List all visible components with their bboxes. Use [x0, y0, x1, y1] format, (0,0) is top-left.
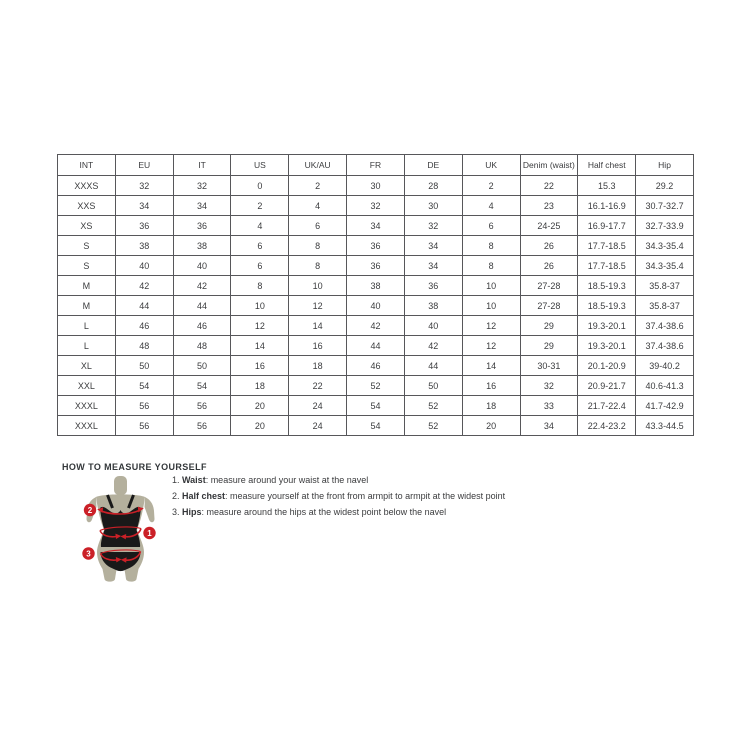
marker-hips: [82, 547, 94, 559]
step-description: : measure around the hips at the widest point below the navel: [201, 507, 447, 517]
measure-step: [172, 472, 505, 488]
measure-steps: [172, 472, 505, 520]
size-cell: 20.9-21.7: [578, 376, 636, 396]
size-cell: XXXS: [58, 176, 116, 196]
size-cell: 56: [115, 416, 173, 436]
size-cell: 46: [347, 356, 405, 376]
size-cell: 40: [404, 316, 462, 336]
size-cell: 32: [520, 376, 578, 396]
size-cell: 34: [347, 216, 405, 236]
size-cell: 14: [462, 356, 520, 376]
step-label: Waist: [182, 475, 206, 485]
column-header: FR: [347, 155, 405, 176]
size-cell: 46: [115, 316, 173, 336]
size-cell: 46: [173, 316, 231, 336]
size-cell: XXXL: [58, 416, 116, 436]
size-cell: 35.8-37: [636, 276, 694, 296]
size-cell: 8: [289, 236, 347, 256]
size-cell: 17.7-18.5: [578, 236, 636, 256]
size-cell: 4: [462, 196, 520, 216]
table-row: [58, 236, 694, 256]
size-cell: 38: [404, 296, 462, 316]
size-cell: 18: [231, 376, 289, 396]
size-cell: 42: [115, 276, 173, 296]
size-chart-header: [58, 155, 694, 176]
size-cell: 50: [404, 376, 462, 396]
size-cell: 8: [289, 256, 347, 276]
size-cell: 38: [347, 276, 405, 296]
size-cell: 34.3-35.4: [636, 256, 694, 276]
size-cell: 50: [115, 356, 173, 376]
size-cell: 14: [231, 336, 289, 356]
table-row: [58, 376, 694, 396]
size-cell: 8: [462, 256, 520, 276]
size-cell: 27-28: [520, 296, 578, 316]
mannequin-illustration: [73, 474, 168, 586]
size-cell: 12: [462, 316, 520, 336]
size-cell: 38: [173, 236, 231, 256]
size-cell: 52: [347, 376, 405, 396]
measure-step: [172, 504, 505, 520]
size-chart-table: [57, 154, 694, 436]
size-cell: 36: [404, 276, 462, 296]
size-cell: 30: [404, 196, 462, 216]
size-cell: 17.7-18.5: [578, 256, 636, 276]
size-cell: 23: [520, 196, 578, 216]
size-cell: 56: [173, 396, 231, 416]
size-cell: 44: [347, 336, 405, 356]
size-cell: 29.2: [636, 176, 694, 196]
size-cell: 22.4-23.2: [578, 416, 636, 436]
size-cell: 42: [404, 336, 462, 356]
marker-chest-number: 2: [87, 505, 93, 515]
size-cell: 8: [231, 276, 289, 296]
step-number: 3.: [172, 507, 183, 517]
table-row: [58, 356, 694, 376]
size-cell: 10: [231, 296, 289, 316]
size-cell: 34: [404, 256, 462, 276]
step-label: Half chest: [182, 491, 226, 501]
measure-heading: HOW TO MEASURE YOURSELF: [62, 462, 207, 472]
size-cell: 48: [115, 336, 173, 356]
size-cell: 33: [520, 396, 578, 416]
table-row: [58, 216, 694, 236]
size-cell: 40.6-41.3: [636, 376, 694, 396]
size-cell: 20: [462, 416, 520, 436]
size-cell: 44: [115, 296, 173, 316]
size-cell: 36: [173, 216, 231, 236]
size-cell: 48: [173, 336, 231, 356]
table-row: [58, 396, 694, 416]
size-cell: 2: [462, 176, 520, 196]
size-cell: 22: [520, 176, 578, 196]
size-cell: 26: [520, 236, 578, 256]
size-cell: 34: [520, 416, 578, 436]
size-cell: 10: [462, 276, 520, 296]
size-cell: 32.7-33.9: [636, 216, 694, 236]
step-description: : measure around your waist at the navel: [205, 475, 369, 485]
size-cell: 12: [462, 336, 520, 356]
size-cell: 0: [231, 176, 289, 196]
size-cell: 21.7-22.4: [578, 396, 636, 416]
marker-waist: [143, 527, 155, 539]
header-row: [58, 155, 694, 176]
size-cell: 19.3-20.1: [578, 316, 636, 336]
size-cell: 36: [347, 256, 405, 276]
size-chart-section: [57, 154, 694, 436]
size-cell: 28: [404, 176, 462, 196]
size-cell: 8: [462, 236, 520, 256]
size-cell: 15.3: [578, 176, 636, 196]
size-cell: 32: [404, 216, 462, 236]
step-description: : measure yourself at the front from armpit to armpit at the widest point: [225, 491, 506, 501]
size-cell: 24: [289, 416, 347, 436]
size-cell: 38: [115, 236, 173, 256]
table-row: [58, 336, 694, 356]
size-cell: 6: [231, 236, 289, 256]
size-cell: XS: [58, 216, 116, 236]
size-cell: 32: [115, 176, 173, 196]
column-header: INT: [58, 155, 116, 176]
size-cell: 19.3-20.1: [578, 336, 636, 356]
size-cell: XXS: [58, 196, 116, 216]
size-cell: 30-31: [520, 356, 578, 376]
size-cell: 18: [289, 356, 347, 376]
size-cell: 12: [289, 296, 347, 316]
size-cell: 32: [173, 176, 231, 196]
size-cell: XXXL: [58, 396, 116, 416]
size-cell: 16.9-17.7: [578, 216, 636, 236]
size-cell: 20.1-20.9: [578, 356, 636, 376]
size-cell: 10: [289, 276, 347, 296]
size-chart-body: [58, 176, 694, 436]
size-cell: 16: [231, 356, 289, 376]
column-header: UK/AU: [289, 155, 347, 176]
size-cell: 34.3-35.4: [636, 236, 694, 256]
size-cell: 35.8-37: [636, 296, 694, 316]
size-cell: 2: [231, 196, 289, 216]
size-cell: 18.5-19.3: [578, 296, 636, 316]
size-cell: 54: [347, 416, 405, 436]
size-cell: 43.3-44.5: [636, 416, 694, 436]
size-cell: M: [58, 276, 116, 296]
size-cell: 40: [347, 296, 405, 316]
step-number: 2.: [172, 491, 183, 501]
size-cell: 24-25: [520, 216, 578, 236]
size-cell: 27-28: [520, 276, 578, 296]
step-number: 1.: [172, 475, 183, 485]
size-cell: 37.4-38.6: [636, 336, 694, 356]
size-cell: 14: [289, 316, 347, 336]
column-header: DE: [404, 155, 462, 176]
size-cell: 54: [173, 376, 231, 396]
size-cell: 34: [404, 236, 462, 256]
size-cell: 4: [231, 216, 289, 236]
table-row: [58, 196, 694, 216]
size-cell: S: [58, 256, 116, 276]
size-cell: 22: [289, 376, 347, 396]
size-cell: 54: [347, 396, 405, 416]
size-cell: 24: [289, 396, 347, 416]
size-cell: 16: [462, 376, 520, 396]
column-header: IT: [173, 155, 231, 176]
table-row: [58, 416, 694, 436]
table-row: [58, 296, 694, 316]
size-cell: L: [58, 316, 116, 336]
size-cell: 44: [173, 296, 231, 316]
size-cell: 56: [115, 396, 173, 416]
size-cell: XL: [58, 356, 116, 376]
measure-step: [172, 488, 505, 504]
size-cell: 16.1-16.9: [578, 196, 636, 216]
size-cell: 42: [173, 276, 231, 296]
step-label: Hips: [182, 507, 202, 517]
size-cell: 34: [115, 196, 173, 216]
marker-hips-number: 3: [86, 549, 91, 559]
size-cell: 30.7-32.7: [636, 196, 694, 216]
marker-chest: [84, 504, 96, 516]
size-cell: 40: [115, 256, 173, 276]
measure-figure: [73, 474, 168, 586]
size-cell: 52: [404, 416, 462, 436]
size-cell: 26: [520, 256, 578, 276]
size-cell: 36: [347, 236, 405, 256]
size-cell: 30: [347, 176, 405, 196]
size-cell: L: [58, 336, 116, 356]
size-cell: 54: [115, 376, 173, 396]
size-cell: 4: [289, 196, 347, 216]
table-row: [58, 316, 694, 336]
column-header: EU: [115, 155, 173, 176]
size-cell: 40: [173, 256, 231, 276]
table-row: [58, 176, 694, 196]
size-cell: 36: [115, 216, 173, 236]
size-cell: 41.7-42.9: [636, 396, 694, 416]
table-row: [58, 276, 694, 296]
size-cell: M: [58, 296, 116, 316]
size-cell: 6: [462, 216, 520, 236]
column-header: UK: [462, 155, 520, 176]
size-cell: 32: [347, 196, 405, 216]
size-cell: 16: [289, 336, 347, 356]
size-cell: XXL: [58, 376, 116, 396]
size-cell: S: [58, 236, 116, 256]
size-cell: 6: [231, 256, 289, 276]
column-header: US: [231, 155, 289, 176]
column-header: Half chest: [578, 155, 636, 176]
size-cell: 18.5-19.3: [578, 276, 636, 296]
size-cell: 56: [173, 416, 231, 436]
size-cell: 29: [520, 336, 578, 356]
size-cell: 12: [231, 316, 289, 336]
size-cell: 10: [462, 296, 520, 316]
column-header: Hip: [636, 155, 694, 176]
column-header: Denim (waist): [520, 155, 578, 176]
size-cell: 6: [289, 216, 347, 236]
marker-waist-number: 1: [147, 528, 152, 538]
size-cell: 2: [289, 176, 347, 196]
size-cell: 18: [462, 396, 520, 416]
size-cell: 42: [347, 316, 405, 336]
size-cell: 52: [404, 396, 462, 416]
table-row: [58, 256, 694, 276]
size-cell: 39-40.2: [636, 356, 694, 376]
size-cell: 34: [173, 196, 231, 216]
size-cell: 20: [231, 396, 289, 416]
size-cell: 44: [404, 356, 462, 376]
size-cell: 37.4-38.6: [636, 316, 694, 336]
size-cell: 29: [520, 316, 578, 336]
size-cell: 50: [173, 356, 231, 376]
size-cell: 20: [231, 416, 289, 436]
